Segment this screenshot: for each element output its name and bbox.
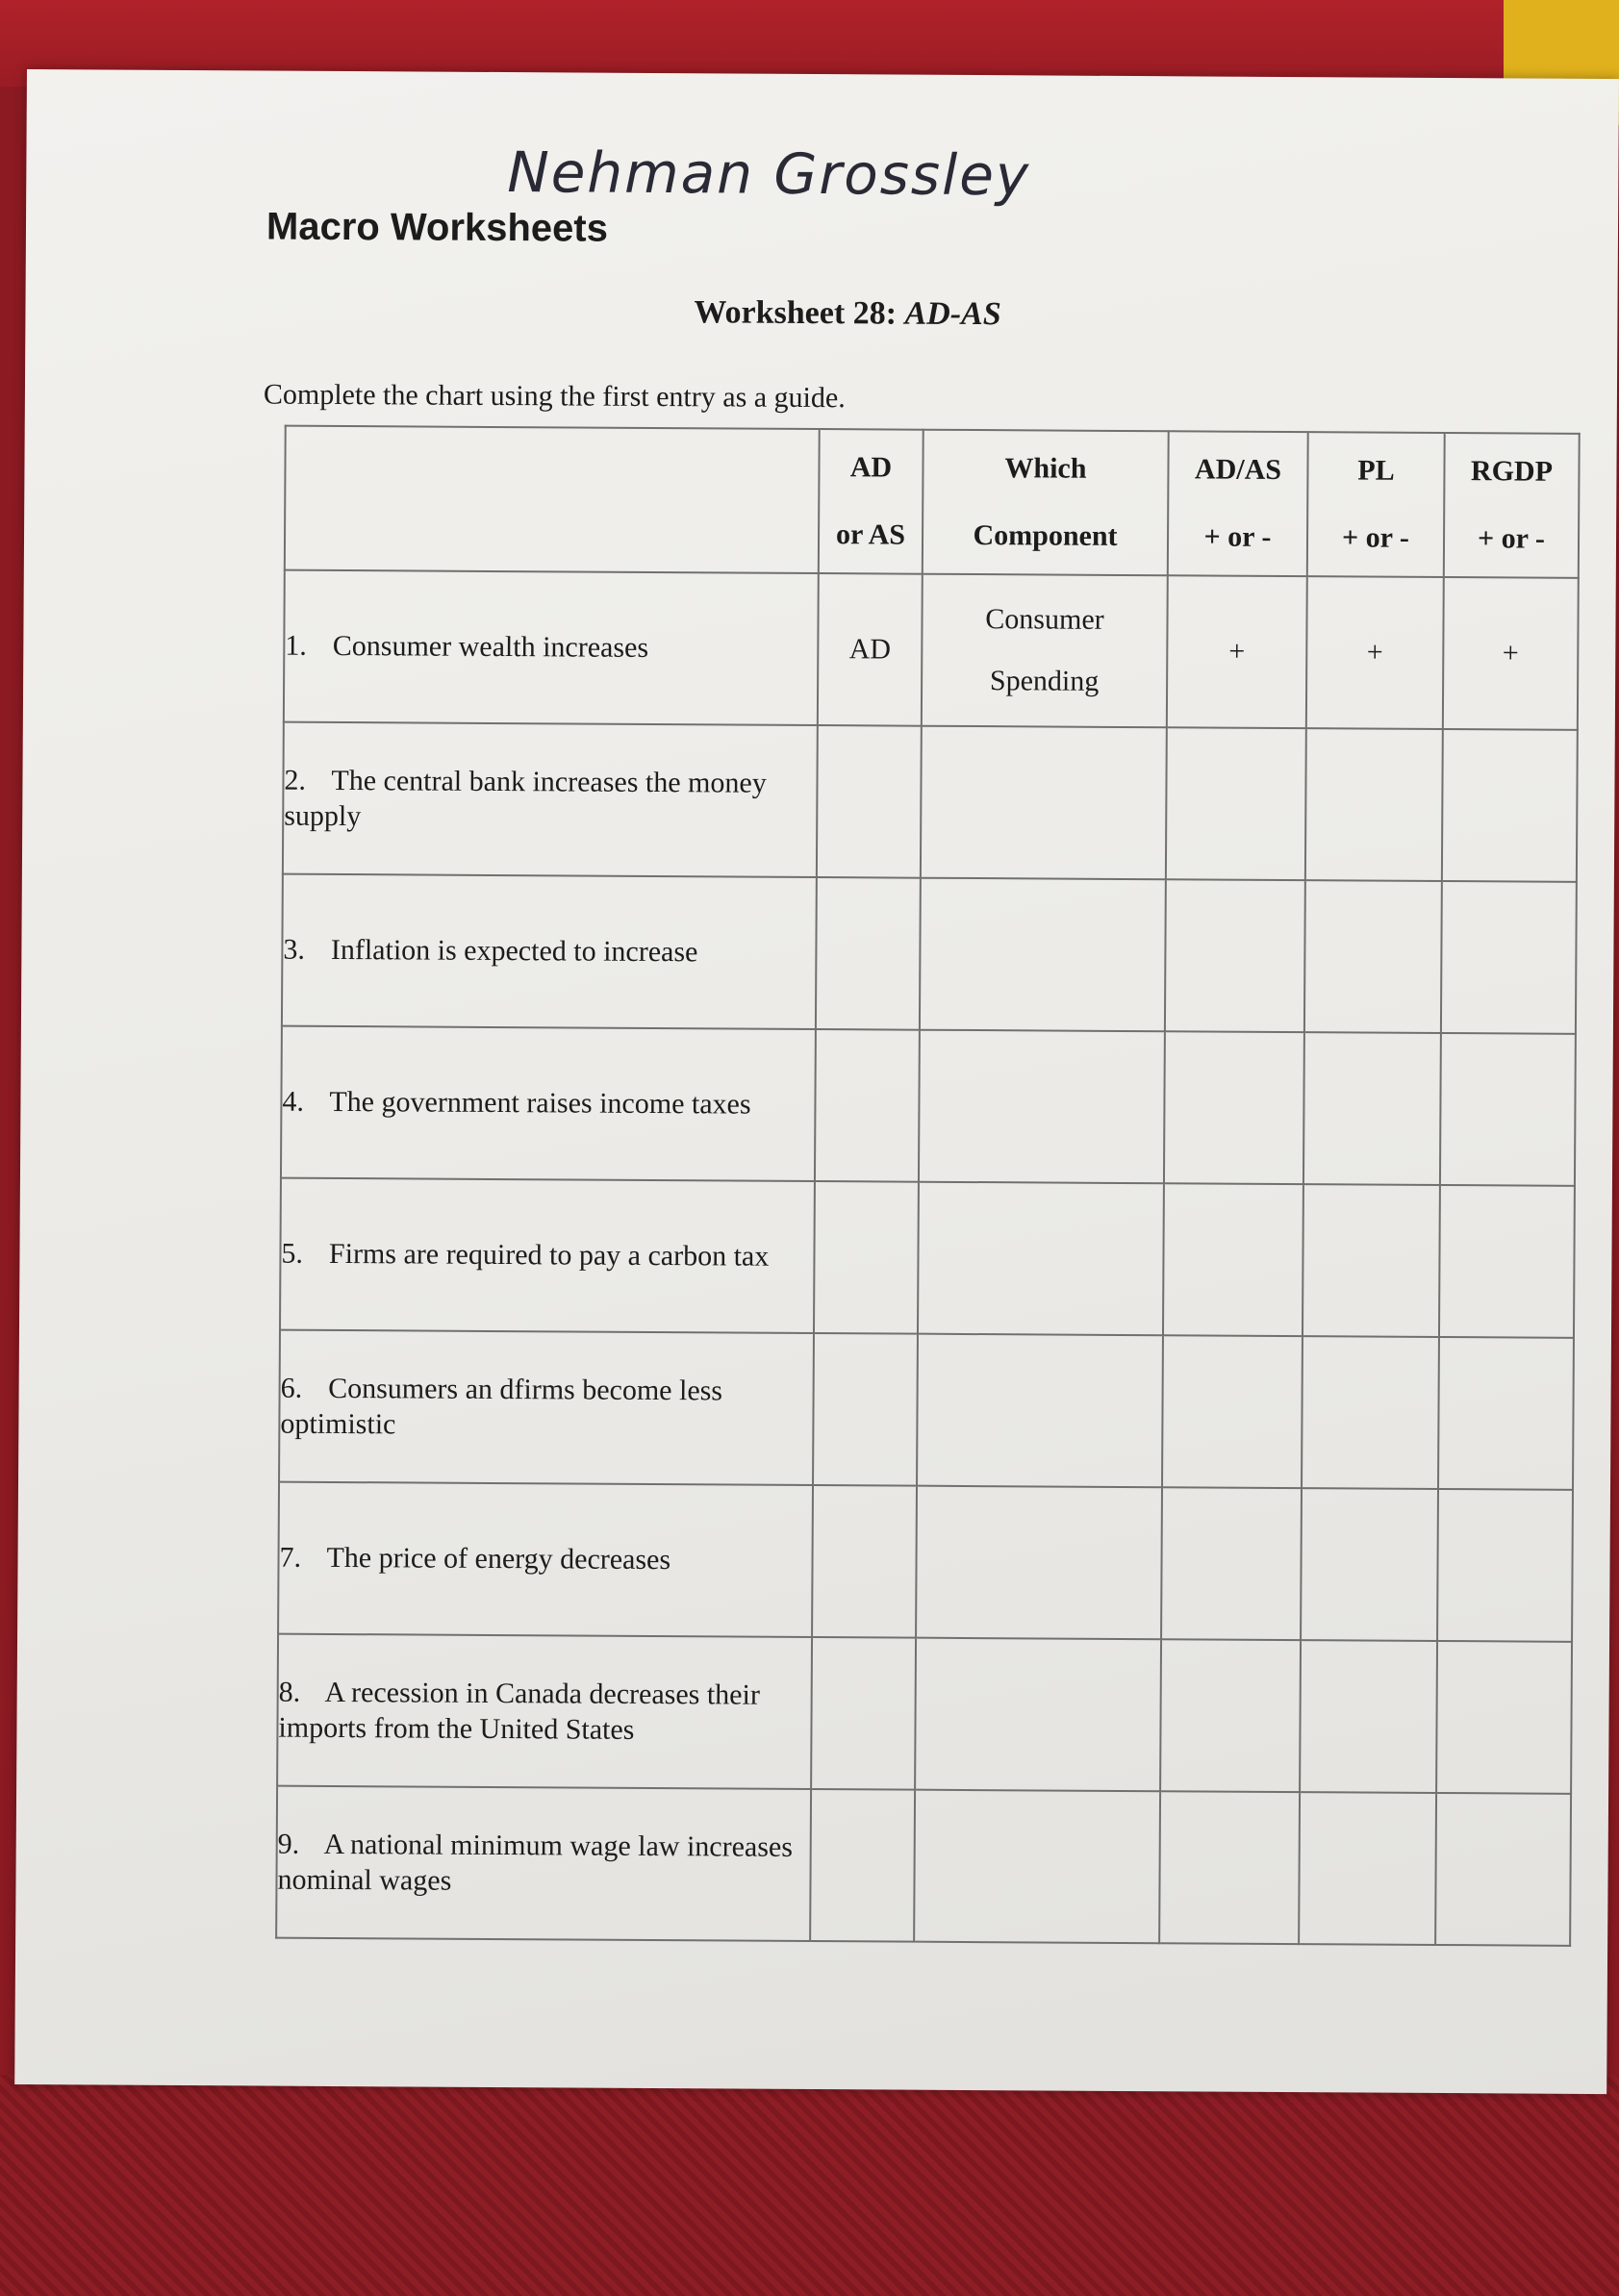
rgdp-change-cell[interactable] xyxy=(1440,1033,1576,1186)
table-row xyxy=(276,1786,1571,1946)
ad-as-chart xyxy=(275,425,1581,1947)
pl-change-cell[interactable] xyxy=(1305,728,1443,881)
header-event xyxy=(285,426,820,573)
row-number: 5. xyxy=(281,1237,304,1271)
ad-or-as-cell[interactable] xyxy=(817,725,922,878)
adas-change-cell[interactable] xyxy=(1163,1183,1303,1336)
event-text: The price of energy decreases xyxy=(326,1542,671,1577)
rgdp-change-cell[interactable] xyxy=(1439,1185,1575,1338)
pl-change-cell[interactable]: + xyxy=(1306,576,1444,729)
event-cell xyxy=(282,874,817,1029)
table-row xyxy=(282,874,1577,1034)
row-number: 7. xyxy=(279,1541,302,1575)
component-line2 xyxy=(922,817,1165,819)
event-text: A national minimum wage law increases nominal wages xyxy=(277,1828,794,1897)
row-number: 3. xyxy=(283,933,306,967)
component-line2: Spending xyxy=(989,665,1100,697)
rgdp-change-cell[interactable] xyxy=(1438,1337,1574,1490)
component-line1 xyxy=(920,1121,1163,1123)
pl-change-cell[interactable] xyxy=(1301,1488,1438,1641)
handwritten-name: Nehman Grossley xyxy=(507,139,1031,209)
adas-change-cell[interactable] xyxy=(1159,1791,1300,1944)
component-cell[interactable] xyxy=(916,1486,1162,1640)
rgdp-change-cell[interactable] xyxy=(1436,1641,1572,1794)
ad-or-as-cell[interactable] xyxy=(810,1789,915,1942)
row-number: 4. xyxy=(282,1085,305,1119)
worksheet-topic: AD-AS xyxy=(904,295,1001,333)
instructions: Complete the chart using the first entry as a guide. xyxy=(263,378,846,415)
component-cell[interactable] xyxy=(922,574,1168,728)
row-number: 6. xyxy=(280,1372,303,1404)
component-line2 xyxy=(918,1425,1161,1426)
component-line2 xyxy=(920,1121,1163,1123)
pl-change-cell[interactable] xyxy=(1302,1336,1439,1489)
adas-change-cell[interactable] xyxy=(1166,727,1306,880)
pl-change-cell[interactable] xyxy=(1299,1792,1436,1945)
ad-or-as-cell[interactable] xyxy=(812,1485,917,1638)
adas-change-cell[interactable] xyxy=(1165,879,1305,1032)
component-line1 xyxy=(917,1577,1160,1578)
rgdp-change-cell[interactable] xyxy=(1435,1793,1571,1946)
pl-change-cell[interactable] xyxy=(1300,1640,1437,1793)
folder-background-bottom xyxy=(0,2075,1619,2296)
header-ad-or-as: AD or AS xyxy=(819,429,923,574)
row-number: 2. xyxy=(284,764,307,796)
component-cell[interactable] xyxy=(921,726,1167,880)
adas-change-cell[interactable] xyxy=(1160,1639,1301,1792)
component-line1 xyxy=(916,1728,1159,1730)
ad-or-as-cell[interactable] xyxy=(813,1333,918,1486)
component-cell[interactable] xyxy=(915,1638,1161,1792)
adas-change-cell[interactable] xyxy=(1164,1031,1304,1184)
event-cell xyxy=(276,1786,811,1941)
row-number: 8. xyxy=(278,1676,301,1708)
table-row xyxy=(279,1330,1574,1490)
component-line1 xyxy=(922,817,1165,819)
event-text: The central bank increases the money supply xyxy=(284,764,767,833)
component-line1 xyxy=(921,969,1164,971)
event-cell xyxy=(284,570,819,725)
header-component: Which Component xyxy=(923,430,1169,576)
adas-change-cell[interactable] xyxy=(1161,1487,1302,1640)
component-line1: Consumer xyxy=(985,603,1104,636)
header-rgdp: RGDP + or - xyxy=(1444,433,1580,578)
component-line2 xyxy=(919,1273,1162,1274)
component-line2 xyxy=(921,969,1164,971)
adas-change-cell[interactable] xyxy=(1162,1335,1303,1488)
rgdp-change-cell[interactable] xyxy=(1441,881,1577,1034)
table-row xyxy=(281,1026,1576,1186)
ad-or-as-cell[interactable]: AD xyxy=(818,573,923,726)
row-number: 9. xyxy=(277,1828,300,1860)
row-number: 1. xyxy=(285,629,307,663)
event-text: Inflation is expected to increase xyxy=(330,934,698,969)
event-text: Consumers an dfirms become less optimistic xyxy=(280,1372,723,1441)
section-title: Macro Worksheets xyxy=(266,205,609,250)
worksheet-page xyxy=(14,69,1619,2094)
component-line1 xyxy=(916,1880,1159,1882)
component-cell[interactable] xyxy=(918,1182,1164,1336)
component-line2 xyxy=(916,1728,1159,1730)
event-cell xyxy=(281,1026,816,1181)
pl-change-cell[interactable] xyxy=(1303,1184,1440,1337)
table-row xyxy=(280,1178,1575,1338)
event-cell xyxy=(279,1330,814,1485)
component-cell[interactable] xyxy=(917,1334,1163,1488)
event-text: Consumer wealth increases xyxy=(332,630,649,665)
event-cell xyxy=(280,1178,815,1333)
event-cell xyxy=(277,1634,812,1789)
event-cell xyxy=(278,1482,813,1637)
header-pl: PL + or - xyxy=(1307,432,1445,577)
component-line2 xyxy=(916,1880,1159,1882)
component-cell[interactable] xyxy=(919,1030,1165,1184)
worksheet-label: Worksheet 28: xyxy=(694,294,898,332)
rgdp-change-cell[interactable] xyxy=(1442,729,1578,882)
ad-or-as-cell[interactable] xyxy=(811,1637,916,1790)
rgdp-change-cell[interactable]: + xyxy=(1443,577,1579,730)
ad-or-as-cell[interactable] xyxy=(816,877,921,1030)
ad-or-as-cell[interactable] xyxy=(815,1029,920,1182)
component-line2 xyxy=(917,1577,1160,1578)
event-text: Firms are required to pay a carbon tax xyxy=(328,1238,770,1273)
worksheet-title xyxy=(694,294,1000,333)
component-cell[interactable] xyxy=(920,878,1166,1032)
rgdp-change-cell[interactable] xyxy=(1437,1489,1573,1642)
adas-change-cell[interactable]: + xyxy=(1167,575,1307,728)
table-row xyxy=(277,1634,1572,1794)
event-text: A recession in Canada decreases their imports from the United States xyxy=(278,1676,760,1746)
pl-change-cell[interactable] xyxy=(1303,1032,1441,1185)
header-row xyxy=(285,426,1580,578)
component-cell[interactable] xyxy=(914,1790,1160,1944)
pl-change-cell[interactable] xyxy=(1304,880,1442,1033)
table-row xyxy=(283,722,1578,882)
component-line1 xyxy=(919,1273,1162,1274)
event-cell xyxy=(283,722,818,877)
header-adas: AD/AS + or - xyxy=(1168,431,1308,576)
ad-or-as-cell[interactable] xyxy=(814,1181,919,1334)
table-row xyxy=(278,1482,1573,1642)
table-row xyxy=(284,570,1579,730)
event-text: The government raises income taxes xyxy=(329,1086,751,1121)
component-line1 xyxy=(918,1425,1161,1426)
